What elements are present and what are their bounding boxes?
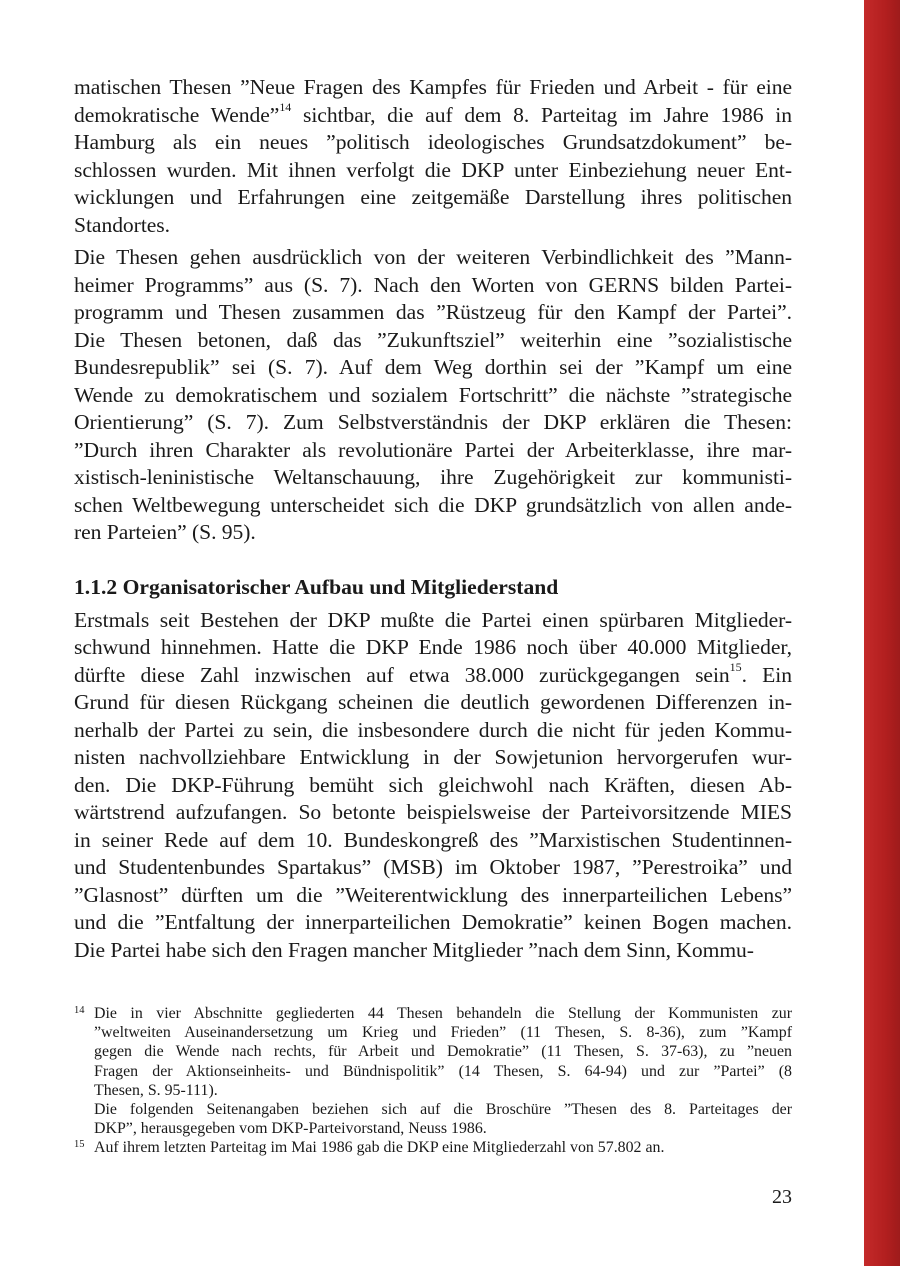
footnote-ref-14[interactable]: 14 [279,100,292,115]
footnote-mark: 14 [74,1005,85,1016]
text-line: Standortes. [74,212,171,237]
paragraph-2 [74,244,792,547]
text-line: Hamburg als ein neues ”politisch ideologisches Grundsatzdokument” be- [74,130,792,154]
footnote-line: gegen die Wende nach rechts, für Arbeit und Demokratie” (11 Thesen, S. 37-63), zu ”neuen [94,1043,792,1061]
footnote-line: Auf ihrem letzten Parteitag im Mai 1986 gab die DKP eine Mitgliederzahl von 57.802 an. [94,1139,665,1157]
text-line: Die Partei habe sich den Fragen mancher Mitglieder ”nach dem Sinn, Kommu- [74,937,754,962]
text-line: nisten nachvollziehbare Entwicklung in der Sowjetunion hervorgerufen wur- [74,745,792,769]
text-line: matischen Thesen ”Neue Fragen des Kampfes für Frieden und Arbeit - für eine [74,75,792,99]
text-fragment: dürfte diese Zahl inzwischen auf etwa 38.000 zurückgegangen sein [74,662,730,687]
text-fragment: . Ein [741,662,792,687]
footnote-ref-15[interactable]: 15 [729,660,742,675]
text-line: schen Weltbewegung unterscheidet sich die DKP grundsätzlich von allen ande- [74,492,792,517]
text-line [74,102,792,130]
text-line: schwund hinnehmen. Hatte die DKP Ende 1986 noch über 40.000 Mitglieder, [74,635,792,659]
section-heading: 1.1.2 Organisatorischer Aufbau und Mitgliederstand [74,574,559,599]
footnote-14 [74,1004,792,1138]
text-line: heimer Programms” aus (S. 7). Nach den Worten von GERNS bilden Partei- [74,272,792,297]
text-line: Bundesrepublik” sei (S. 7). Auf dem Weg dorthin sei der ”Kampf um eine [74,355,792,379]
text-fragment: demokratische Wende” [74,102,280,127]
text-line: Wende zu demokratischem und sozialem Fortschritt” die nächste ”strategische [74,382,792,407]
text-line: in seiner Rede auf dem 10. Bundeskongreß des ”Marxistischen Studentinnen- [74,827,792,852]
paragraph-3 [74,607,792,965]
footnote-line: ”weltweiten Auseinandersetzung um Krieg und Frieden” (11 Thesen, S. 8-36), zum ”Kampf [94,1024,792,1042]
footnote-line: Fragen der Aktionseinheits- und Bündnispolitik” (14 Thesen, S. 64-94) und zur ”Partei” (8 [94,1062,792,1080]
footnote-line: DKP”, herausgegeben vom DKP-Parteivorstand, Neuss 1986. [94,1120,487,1138]
footnote-15 [74,1138,792,1157]
text-line: wärtstrend aufzufangen. So betonte beispielsweise der Parteivorsitzende MIES [74,800,792,824]
text-line: schlossen wurden. Mit ihnen verfolgt die DKP unter Einbeziehung neuer Ent- [74,157,792,182]
text-line: den. Die DKP-Führung bemüht sich gleichwohl nach Kräften, diesen Ab- [74,772,792,797]
page-number: 23 [772,1186,792,1208]
text-line: xistisch-leninistische Weltanschauung, ihre Zugehörigkeit zur kommunisti- [74,465,792,489]
text-fragment: sichtbar, die auf dem 8. Parteitag im Jahre 1986 in [291,102,792,127]
text-line: ”Durch ihren Charakter als revolutionäre Partei der Arbeiterklasse, ihre mar- [74,437,792,462]
text-line: und Studentenbundes Spartakus” (MSB) im Oktober 1987, ”Perestroika” und [74,855,792,879]
text-line: und die ”Entfaltung der innerparteilichen Demokratie” keinen Bogen machen. [74,910,792,934]
footnote-line: Die in vier Abschnitte gegliederten 44 Thesen behandeln die Stellung der Kommunisten zur [94,1005,792,1022]
text-line: Orientierung” (S. 7). Zum Selbstverständnis der DKP erklären die Thesen: [74,410,792,434]
main-text-column [74,74,792,964]
text-line [74,662,792,690]
text-line: Erstmals seit Bestehen der DKP mußte die Partei einen spürbaren Mitglieder- [74,607,792,632]
text-line: programm und Thesen zusammen das ”Rüstzeug für den Kampf der Partei”. [74,300,792,324]
text-line: Grund für diesen Rückgang scheinen die deutlich gewordenen Differenzen in- [74,690,792,714]
text-line: Die Thesen betonen, daß das ”Zukunftsziel” weiterhin eine ”sozialistische [74,327,792,352]
text-line: ”Glasnost” dürften um die ”Weiterentwicklung des innerparteilichen Lebens” [74,882,792,907]
text-line: Die Thesen gehen ausdrücklich von der weiteren Verbindlichkeit des ”Mann- [74,245,792,269]
text-line: ren Parteien” (S. 95). [74,520,256,544]
page-edge-bar [864,0,900,1266]
paragraph-1 [74,74,792,239]
text-line: wicklungen und Erfahrungen eine zeitgemäße Darstellung ihres politischen [74,185,792,209]
text-line: nerhalb der Partei zu sein, die insbesondere durch die nicht für jeden Kommu- [74,717,792,742]
footnote-line: Die folgenden Seitenangaben beziehen sich auf die Broschüre ”Thesen des 8. Parteitages der [94,1101,792,1119]
footnotes [74,1004,792,1158]
footnote-line: Thesen, S. 95-111). [94,1081,218,1099]
footnote-mark: 15 [74,1139,85,1151]
